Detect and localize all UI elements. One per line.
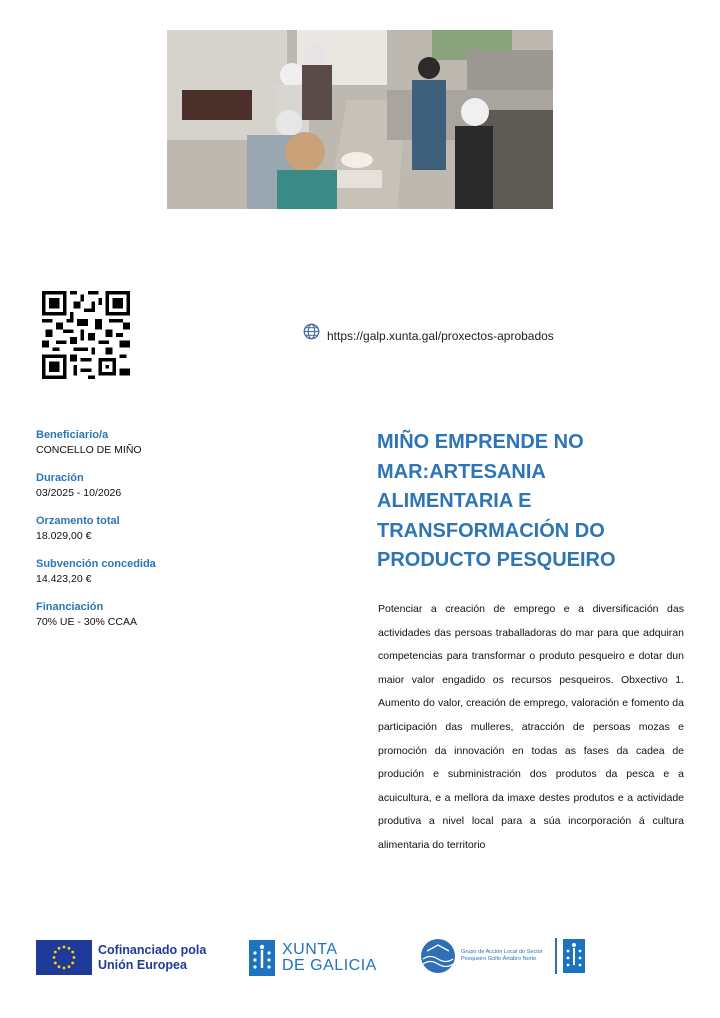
project-photo xyxy=(167,30,553,209)
globe-icon xyxy=(303,323,320,340)
xunta-line-2: DE GALICIA xyxy=(282,957,377,974)
meta-value: 03/2025 - 10/2026 xyxy=(36,487,122,499)
meta-value: 18.029,00 € xyxy=(36,530,92,542)
duration xyxy=(36,471,256,500)
xunta-shield-icon xyxy=(249,940,275,976)
url-row xyxy=(303,325,554,343)
eu-flag-icon xyxy=(36,940,92,975)
project-url[interactable]: https://galp.xunta.gal/proxectos-aprobados xyxy=(327,329,554,343)
galp-emblem-icon xyxy=(421,939,455,973)
project-details xyxy=(36,428,256,643)
beneficiary xyxy=(36,428,256,457)
eu-caption xyxy=(98,943,206,973)
galp-logo xyxy=(421,938,585,974)
grant-awarded xyxy=(36,557,256,586)
xunta-caption xyxy=(282,942,377,974)
meta-value: 14.423,20 € xyxy=(36,573,92,585)
project-description: Potenciar a creación de emprego e a diversificación das actividades das persoas traballadoras do mar para que adquiran competencias para transformar o produto pesqueiro e dotar dun maior valor engadido os recursos pesqueiros. Obxectivo 1. Aumento do valor, creación de emprego, valoración e fomento da participación das mulleres, atracción de persoas mozas e promoción da innovación en todas as fases da cadea de produción e subministración dos produtos da pesca e a acuicultura, e a mellora da imaxe destes produtos e a actividade produtiva a nivel local para a súa incorporación á cultura alimentaria do territorio xyxy=(378,603,684,851)
divider xyxy=(555,938,557,974)
total-budget xyxy=(36,514,256,543)
meta-value: 70% UE - 30% CCAA xyxy=(36,616,137,628)
eu-line-2: Unión Europea xyxy=(98,957,187,972)
meta-label: Beneficiario/a xyxy=(36,429,109,441)
project-title: MIÑO EMPRENDE NO MAR:ARTESANIA ALIMENTARIA E TRANSFORMACIÓN DO PRODUCTO PESQUEIRO xyxy=(377,431,616,571)
meta-label: Orzamento total xyxy=(36,515,120,527)
meta-label: Duración xyxy=(36,472,84,484)
galicia-shield-icon xyxy=(563,939,585,973)
galp-caption: Grupo de Acción Local do Sector Pesqueiro Golfo Ártabro Norte xyxy=(461,949,543,962)
funding xyxy=(36,600,256,629)
meta-value: CONCELLO DE MIÑO xyxy=(36,444,142,456)
eu-logo xyxy=(36,940,206,975)
eu-line-1: Cofinanciado pola xyxy=(98,942,207,957)
xunta-line-1: XUNTA xyxy=(282,941,338,958)
qr-code xyxy=(42,291,130,379)
meta-label: Subvención concedida xyxy=(36,558,156,570)
meta-label: Financiación xyxy=(36,601,104,613)
xunta-logo xyxy=(249,940,377,976)
